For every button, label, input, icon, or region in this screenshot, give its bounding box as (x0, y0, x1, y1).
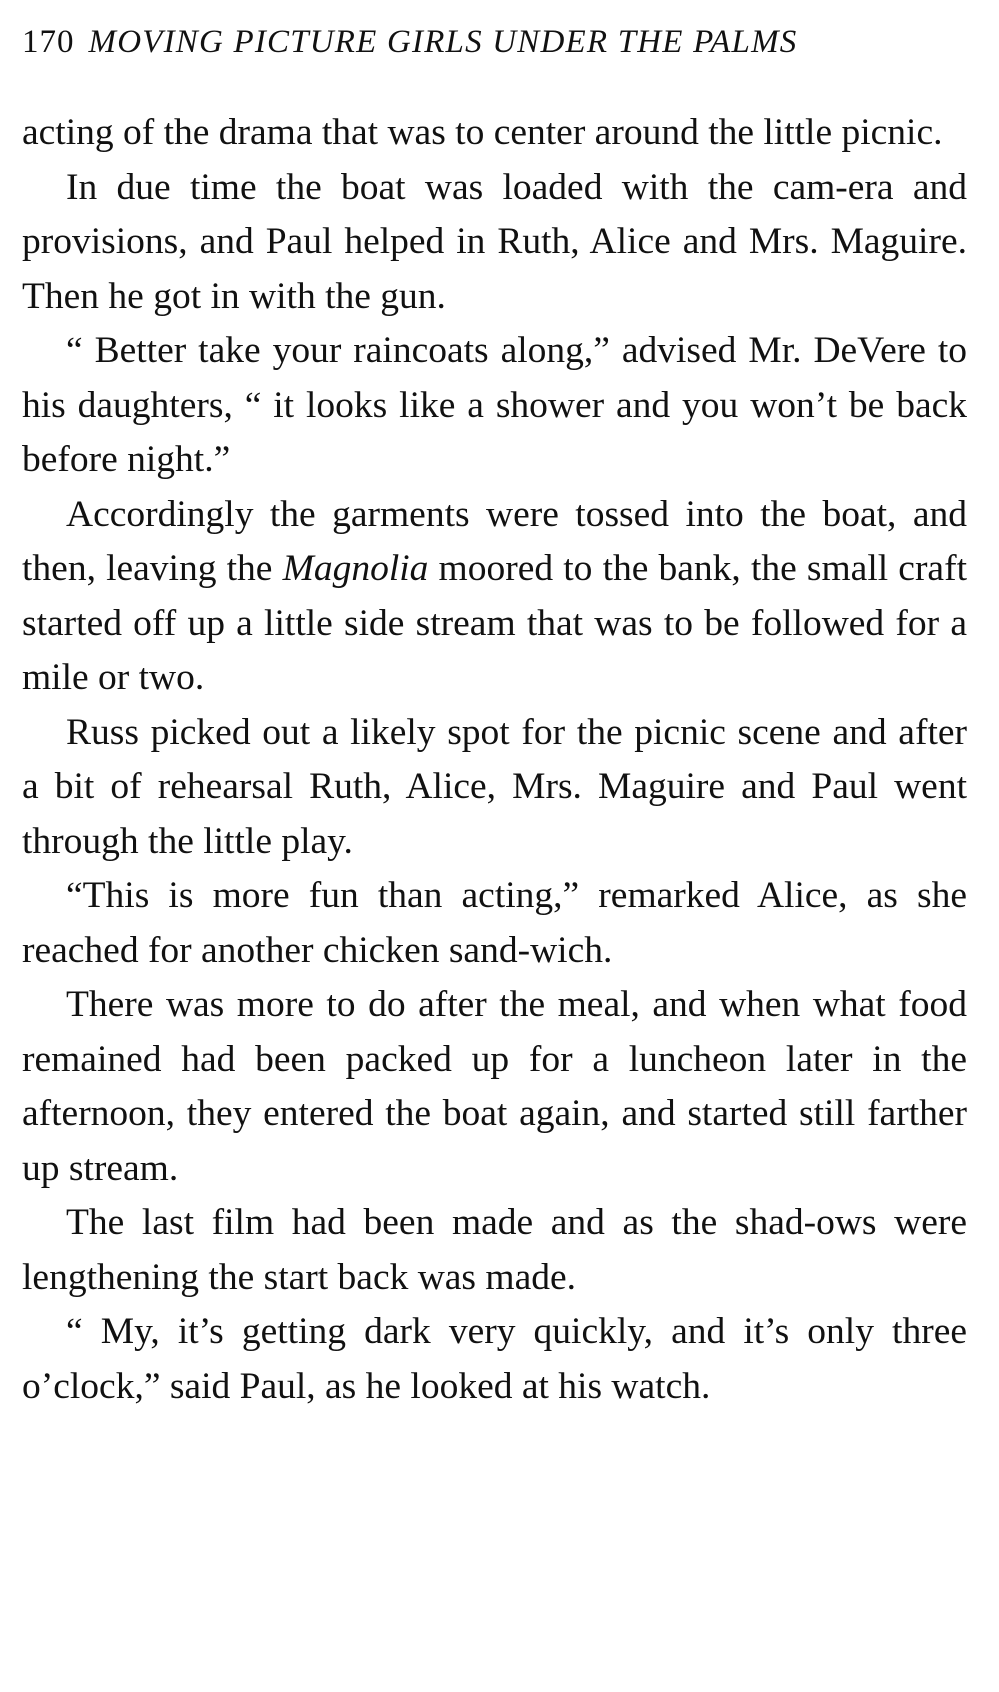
running-title: MOVING PICTURE GIRLS UNDER THE PALMS (88, 24, 798, 60)
paragraph-8: The last film had been made and as the shad-ows were lengthening the start back was made. (22, 1202, 967, 1298)
paragraph-2: In due time the boat was loaded with the cam-era and provisions, and Paul helped in Ruth, Alice and Mrs. Maguire. Then he got in with the gun. (22, 166, 967, 317)
paragraph-6: “This is more fun than acting,” remarked Alice, as she reached for another chicken sand-wich. (22, 875, 967, 971)
paragraph-1: acting of the drama that was to center around the little picnic. (22, 112, 943, 153)
paragraph-4 (22, 488, 967, 706)
paragraph-7: There was more to do after the meal, and when what food remained had been packed up for a luncheon later in the afternoon, they entered the boat again, and started still farther up stream. (22, 984, 967, 1189)
page-number: 170 (22, 24, 75, 60)
book-page (22, 14, 967, 1414)
running-head (22, 14, 967, 70)
body-text (22, 106, 967, 1414)
paragraph-5: Russ picked out a likely spot for the picnic scene and after a bit of rehearsal Ruth, Alice, Mrs. Maguire and Paul went through the little play. (22, 711, 967, 862)
paragraph-4-before: Accordingly the garments were tossed into the boat, and then, leaving the (22, 493, 967, 589)
paragraph-9: “ My, it’s getting dark very quickly, and it’s only three o’clock,” said Paul, as he looked at his watch. (22, 1311, 967, 1407)
boat-name-magnolia: Magnolia (282, 548, 429, 589)
paragraph-3: “ Better take your raincoats along,” advised Mr. DeVere to his daughters, “ it looks like a shower and you won’t be back before night.” (22, 330, 967, 480)
paragraph-4-after: moored to the bank, the small craft started off up a little side stream that was to be followed for a mile or two. (22, 548, 967, 698)
